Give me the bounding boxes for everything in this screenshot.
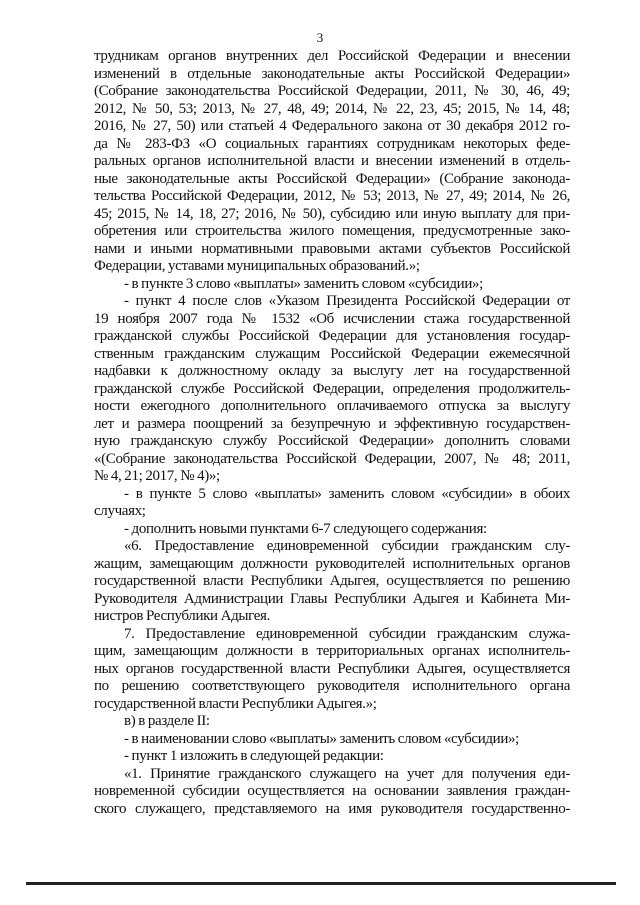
text-line: гражданской службе Российской Федерации, определения продолжитель- (94, 380, 570, 397)
text-line: Федерации, уставами муниципальных образований.»; (94, 258, 420, 274)
text-line: государственной власти Республики Адыгея.»; (94, 695, 377, 712)
text-line: нами и иными нормативными правовыми актами субъектов Российской (94, 240, 570, 257)
text-line: - в пункте 3 слово «выплаты» заменить словом «субсидии»; (124, 275, 483, 292)
text-line: ского служащего, представляемого на имя руководителя государственно- (94, 800, 570, 817)
text-line: - в наименовании слово «выплаты» заменить словом «субсидии»; (124, 730, 519, 747)
text-line: ные законодательные акты Российской Федерации» (Собрание законода- (94, 170, 570, 187)
page-number: 3 (316, 30, 324, 45)
text-line: ных органов государственной власти Республики Адыгея, осуществляется (94, 660, 570, 677)
text-line: 2012, № 50, 53; 2013, № 27, 48, 49; 2014, № 22, 23, 45; 2015, № 14, 48; (94, 100, 570, 117)
text-line: - дополнить новыми пунктами 6-7 следующего содержания: (124, 520, 487, 537)
text-line: надбавки к должностному окладу за выслугу лет на государственной (94, 363, 570, 379)
text-line: жащим, замещающим должности руководителей исполнительных органов (94, 555, 570, 572)
text-line: гражданской службы Российской Федерации для установления государ- (94, 328, 570, 344)
text-line: № 4, 21; 2017, № 4)»; (94, 468, 220, 484)
document-body (94, 48, 570, 818)
text-line: щим, замещающим должности в территориальных органах исполнитель- (94, 643, 570, 659)
text-line: - в пункте 5 слово «выплаты» заменить словом «субсидии» в обоих (124, 485, 570, 502)
text-line: ную гражданскую службу Российской Федерации» дополнить словами (94, 433, 570, 449)
text-line: государственной власти Республики Адыгея, осуществляется по решению (94, 573, 570, 589)
text-line: - пункт 4 после слов «Указом Президента Российской Федерации от (124, 293, 570, 309)
text-line: изменений в отдельные законодательные акты Российской Федерации» (94, 65, 570, 82)
text-line: (Собрание законодательства Российской Федерации, 2011, № 30, 46, 49; (94, 83, 570, 99)
text-line: случаях; (94, 503, 146, 519)
text-line: тельства Российской Федерации, 2012, № 53; 2013, № 27, 49; 2014, № 26, (94, 188, 570, 204)
text-line: 7. Предоставление единовременной субсидии гражданским служа- (124, 625, 570, 642)
text-line: ральных органов исполнительной власти и внесении изменений в отдель- (94, 153, 570, 169)
text-line: нистров Республики Адыгея. (94, 608, 270, 624)
text-line: лет и размера поощрений за безупречную и эффективную государствен- (94, 415, 570, 432)
text-line: Руководителя Администрации Главы Республики Адыгея и Кабинета Ми- (94, 590, 570, 607)
text-line: - пункт 1 изложить в следующей редакции: (124, 748, 384, 764)
text-line: в) в разделе II: (124, 713, 210, 729)
text-line: «6. Предоставление единовременной субсидии гражданским слу- (124, 538, 570, 554)
text-line: «1. Принятие гражданского служащего на учет для получения еди- (124, 765, 570, 782)
text-line: трудникам органов внутренних дел Российской Федерации и внесении (94, 48, 570, 64)
text-line: ственным гражданским служащим Российской Федерации ежемесячной (94, 345, 570, 362)
page-bottom-border (26, 882, 616, 885)
text-line: 19 ноября 2007 года № 1532 «Об исчислении стажа государственной (94, 310, 570, 327)
text-line: «(Собрание законодательства Российской Федерации, 2007, № 48; 2011, (94, 450, 570, 467)
text-line: обретения или строительства жилого помещения, предусмотренные зако- (94, 223, 570, 239)
text-line: да № 283-ФЗ «О социальных гарантиях сотрудникам некоторых феде- (94, 135, 570, 152)
text-line: 2016, № 27, 50) или статьей 4 Федерального закона от 30 декабря 2012 го- (94, 118, 570, 134)
text-line: по решению соответствующего руководителя исполнительного органа (94, 678, 570, 694)
text-line: 45; 2015, № 14, 18, 27; 2016, № 50), субсидию или иную выплату для при- (94, 205, 570, 222)
text-line: ности ежегодного дополнительного оплачиваемого отпуска за выслугу (94, 398, 570, 414)
text-line: новременной субсидии осуществляется на основании заявления граждан- (94, 783, 570, 799)
